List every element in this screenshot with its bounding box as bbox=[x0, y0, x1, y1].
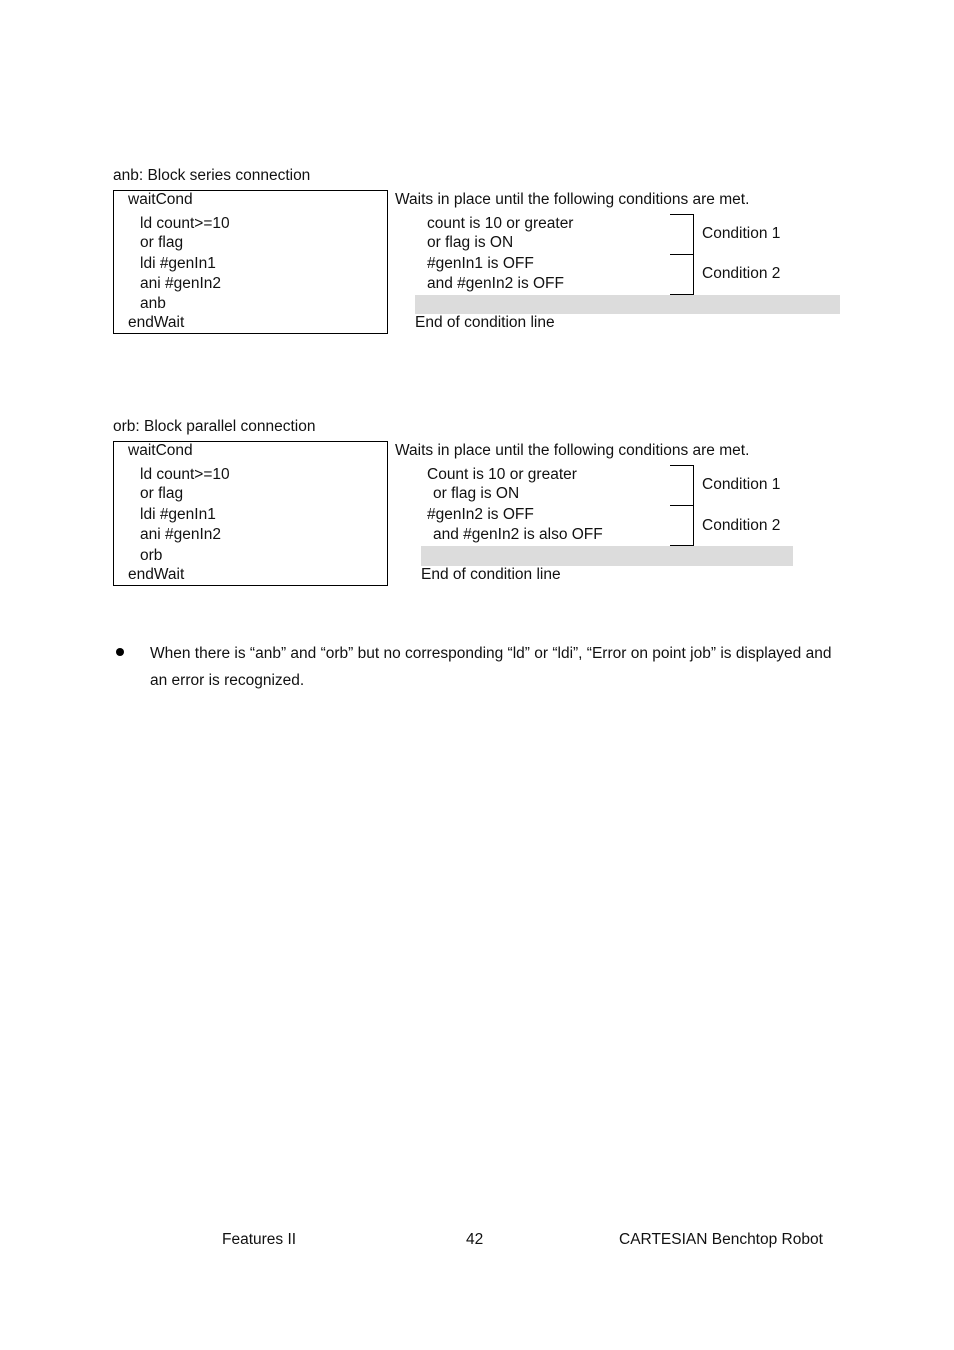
code-line: ani #genIn2 bbox=[140, 526, 222, 543]
footer-product: CARTESIAN Benchtop Robot bbox=[619, 1231, 823, 1248]
condition2-label: Condition 2 bbox=[702, 265, 781, 282]
footer-section: Features II bbox=[222, 1231, 297, 1248]
section1-end-label: End of condition line bbox=[415, 314, 555, 331]
section1-heading: anb: Block series connection bbox=[113, 167, 311, 184]
end-of-condition-band bbox=[415, 295, 840, 314]
code-line: ani #genIn2 bbox=[140, 275, 222, 292]
note-paragraph: When there is “anb” and “orb” but no corresponding “ld” or “ldi”, “Error on point job” is displayed and an error is recognized. bbox=[150, 645, 832, 689]
code-line: endWait bbox=[128, 566, 185, 583]
code-line: ld count>=10 bbox=[140, 466, 230, 483]
description-line: Count is 10 or greater bbox=[427, 466, 577, 483]
footer-page-number: 42 bbox=[466, 1231, 484, 1248]
code-line: waitCond bbox=[128, 191, 193, 208]
code-line: ldi #genIn1 bbox=[140, 255, 216, 272]
section2-heading: orb: Block parallel connection bbox=[113, 418, 316, 435]
code-line: ld count>=10 bbox=[140, 215, 230, 232]
description-line: #genIn1 is OFF bbox=[427, 255, 534, 272]
code-line: or flag bbox=[140, 485, 184, 502]
section2-end-label: End of condition line bbox=[421, 566, 561, 583]
condition2-label: Condition 2 bbox=[702, 517, 781, 534]
code-line: orb bbox=[140, 547, 163, 564]
code-line: endWait bbox=[128, 314, 185, 331]
condition2-bracket bbox=[670, 505, 694, 546]
condition1-label: Condition 1 bbox=[702, 225, 781, 242]
description-line: #genIn2 is OFF bbox=[427, 506, 534, 523]
code-line: ldi #genIn1 bbox=[140, 506, 216, 523]
condition1-bracket bbox=[670, 214, 694, 255]
section1-intro: Waits in place until the following conditions are met. bbox=[395, 191, 750, 208]
description-line: or flag is ON bbox=[427, 234, 514, 251]
bullet-icon bbox=[116, 648, 124, 656]
code-line: or flag bbox=[140, 234, 184, 251]
condition1-label: Condition 1 bbox=[702, 476, 781, 493]
condition2-bracket bbox=[670, 254, 694, 295]
end-of-condition-band bbox=[421, 546, 793, 566]
code-line: waitCond bbox=[128, 442, 193, 459]
description-line: count is 10 or greater bbox=[427, 215, 574, 232]
description-line: and #genIn2 is also OFF bbox=[433, 526, 603, 543]
condition1-bracket bbox=[670, 465, 694, 506]
code-line: anb bbox=[140, 295, 166, 312]
description-line: and #genIn2 is OFF bbox=[427, 275, 564, 292]
section2-intro: Waits in place until the following conditions are met. bbox=[395, 442, 750, 459]
description-line: or flag is ON bbox=[433, 485, 520, 502]
